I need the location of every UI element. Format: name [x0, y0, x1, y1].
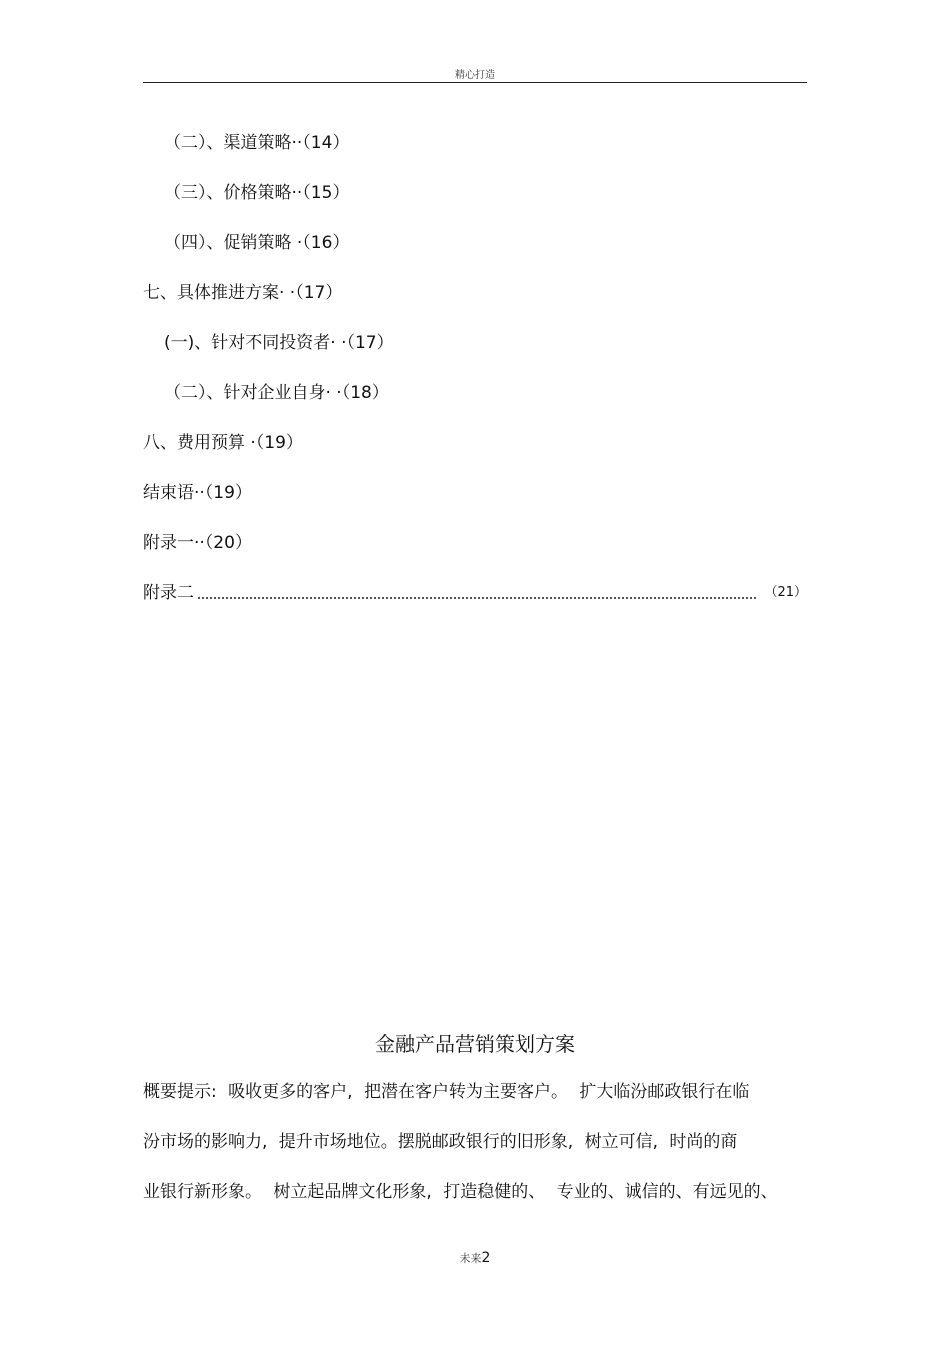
toc-entry: 附录一··（20）	[143, 533, 252, 553]
page-footer	[0, 1250, 950, 1266]
page-number: 2	[481, 1250, 491, 1266]
body-text-line: 汾市场的影响力, 提升市场地位。摆脱邮政银行的旧形象, 树立可信, 时尚的商	[143, 1132, 738, 1152]
toc-entry-label: 附录二	[143, 583, 194, 603]
header-rule	[143, 82, 807, 83]
document-title: 金融产品营销策划方案	[375, 1032, 575, 1056]
toc-entry: （三）、价格策略··（15）	[164, 183, 350, 203]
body-text-line: 业银行新形象。 树立起品牌文化形象, 打造稳健的、 专业的、诚信的、有远见的、	[143, 1182, 778, 1202]
toc-entry-appendix-2	[143, 583, 807, 603]
footer-prefix: 未来	[459, 1252, 482, 1265]
toc-entry: （二）、针对企业自身· ·（18）	[164, 383, 389, 403]
toc-page-number: （21）	[764, 585, 807, 600]
toc-entry: 八、费用预算 ·（19）	[143, 433, 303, 453]
toc-entry: 结束语··（19）	[143, 483, 252, 503]
page-header: 精心打造	[455, 70, 495, 81]
body-text-line: 概要提示: 吸收更多的客户, 把潜在客户转为主要客户。 扩大临汾邮政银行在临	[143, 1082, 750, 1102]
toc-entry: （二）、渠道策略··（14）	[164, 133, 350, 153]
toc-entry: （四）、促销策略 ·（16）	[164, 233, 350, 253]
dot-leader	[198, 587, 756, 599]
toc-entry: (一)、针对不同投资者· ·（17）	[164, 333, 394, 353]
toc-entry: 七、具体推进方案· ·（17）	[143, 283, 343, 303]
